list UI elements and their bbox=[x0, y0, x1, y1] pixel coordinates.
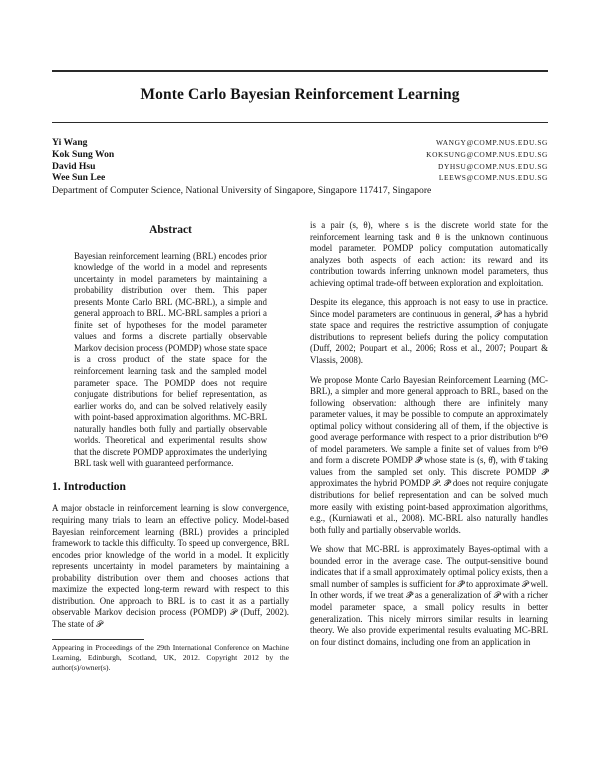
body-paragraph: is a pair (s, θ), where s is the discrete world state for the reinforcement learning task and θ is the unknown continuous model parameter. POMDP policy computation automatically analyzes both aspects of each action: its reward and its contribution towards inferring unknown model parameters, thus achieving optimal trade-off between exploration and exploitation. bbox=[310, 220, 548, 288]
intro-paragraph: A major obstacle in reinforcement learning is slow convergence, requiring many trials to learn an effective policy. Model-based Bayesian reinforcement learning (BRL) provides a principled framework to tackle this difficulty. To speed up convergence, BRL encodes prior knowledge of the world in a model. It explicitly represents uncertainty in model parameters by maintaining a probability distribution over them and chooses actions that maximize the expected long-term reward with respect to this distribution. One approach to BRL is to cast it as a partially observable Markov decision process (POMDP) 𝒫 (Duff, 2002). The state of 𝒫 bbox=[52, 503, 289, 629]
paper-title: Monte Carlo Bayesian Reinforcement Learning bbox=[140, 86, 460, 103]
author-list bbox=[52, 137, 548, 184]
body-paragraph: Despite its elegance, this approach is not easy to use in practice. Since model parameters are continuous in general, 𝒫 has a hybrid state space and requires the restrictive assumption of conjugate distributions to represent beliefs during the policy computation (Duff, 2002; Poupart et al., 2006; Ross et al., 2007; Poupart & Vlassis, 2008). bbox=[310, 297, 548, 366]
footnote: Appearing in Proceedings of the 29th International Conference on Machine Learning, Edinburgh, Scotland, UK, 2012. Copyright 2012 by the author(s)/owner(s). bbox=[52, 642, 289, 672]
left-column bbox=[52, 220, 289, 673]
author-row bbox=[52, 149, 548, 161]
author-name: Kok Sung Won bbox=[52, 148, 115, 160]
author-name: Wee Sun Lee bbox=[52, 172, 106, 184]
author-name: Yi Wang bbox=[52, 137, 88, 148]
body-paragraph: We propose Monte Carlo Bayesian Reinforcement Learning (MC-BRL), a simpler and more general approach to BRL, based on the following observation: although there are infinitely many parameter values, it may be possible to compute an approximately optimal policy without considering all of them, if the objective is good average performance with respect to a prior distribution b⁰Θ of model parameters. We sample a finite set of values from b⁰Θ and form a discrete POMDP 𝒫̂ whose state is (s, θ̂), with θ̂ taking values from the sampled set only. This discrete POMDP 𝒫̂ approximates the hybrid POMDP 𝒫. 𝒫̂ does not require conjugate distributions for belief representation and can be solved much more easily with existing point-based approximation algorithms, e.g., (Kurniawati et al., 2008). MC-BRL also naturally handles both fully and partially observable worlds. bbox=[310, 374, 548, 535]
body-paragraph: We show that MC-BRL is approximately Bayes-optimal with a bounded error in the average case. The output-sensitive bound indicates that if a small approximately optimal policy exists, then a small number of samples is sufficient for 𝒫̂ to approximate 𝒫 well. In other words, if we treat 𝒫̂ as a generalization of 𝒫 with a richer model parameter space, a small policy results in better generalization. This nicely mirrors similar results in learning theory. We also provide experimental results evaluating MC-BRL on four distinct domains, including one from an application in bbox=[310, 544, 548, 647]
author-email[interactable]: WANGY@COMP.NUS.EDU.SG bbox=[435, 138, 548, 147]
section-heading-introduction: 1. Introduction bbox=[52, 480, 126, 493]
author-row bbox=[52, 137, 548, 149]
author-row bbox=[52, 161, 548, 173]
right-column bbox=[310, 220, 548, 656]
author-email[interactable]: LEEWS@COMP.NUS.EDU.SG bbox=[438, 173, 548, 183]
author-email[interactable]: KOKSUNG@COMP.NUS.EDU.SG bbox=[426, 149, 548, 159]
title-bottom-rule bbox=[52, 122, 548, 123]
author-name: David Hsu bbox=[52, 160, 96, 172]
author-email[interactable]: DYHSU@COMP.NUS.EDU.SG bbox=[438, 161, 548, 171]
top-rule bbox=[52, 70, 548, 72]
footnote-rule bbox=[52, 639, 144, 640]
author-row bbox=[52, 172, 548, 184]
abstract-heading: Abstract bbox=[149, 224, 192, 236]
affiliation: Department of Computer Science, National University of Singapore, Singapore 117417, Singapore bbox=[52, 185, 432, 196]
abstract-text: Bayesian reinforcement learning (BRL) encodes prior knowledge of the world in a model and represents uncertainty in model parameters by maintaining a probability distribution over them. This paper presents Monte Carlo BRL (MC-BRL), a simple and general approach to BRL. MC-BRL samples a priori a finite set of hypotheses for the model parameter values and forms a discrete partially observable Markov decision process (POMDP) whose state space is a cross product of the state space for the reinforcement learning task and the sampled model parameter space. The POMDP does not require conjugate distributions for belief representation, as earlier works do, and can be solved relatively easily with point-based approximation algorithms. MC-BRL naturally handles both fully and partially observable worlds. Theoretical and experimental results show that the discrete POMDP approximates the underlying BRL task well with guaranteed performance. bbox=[74, 250, 267, 469]
